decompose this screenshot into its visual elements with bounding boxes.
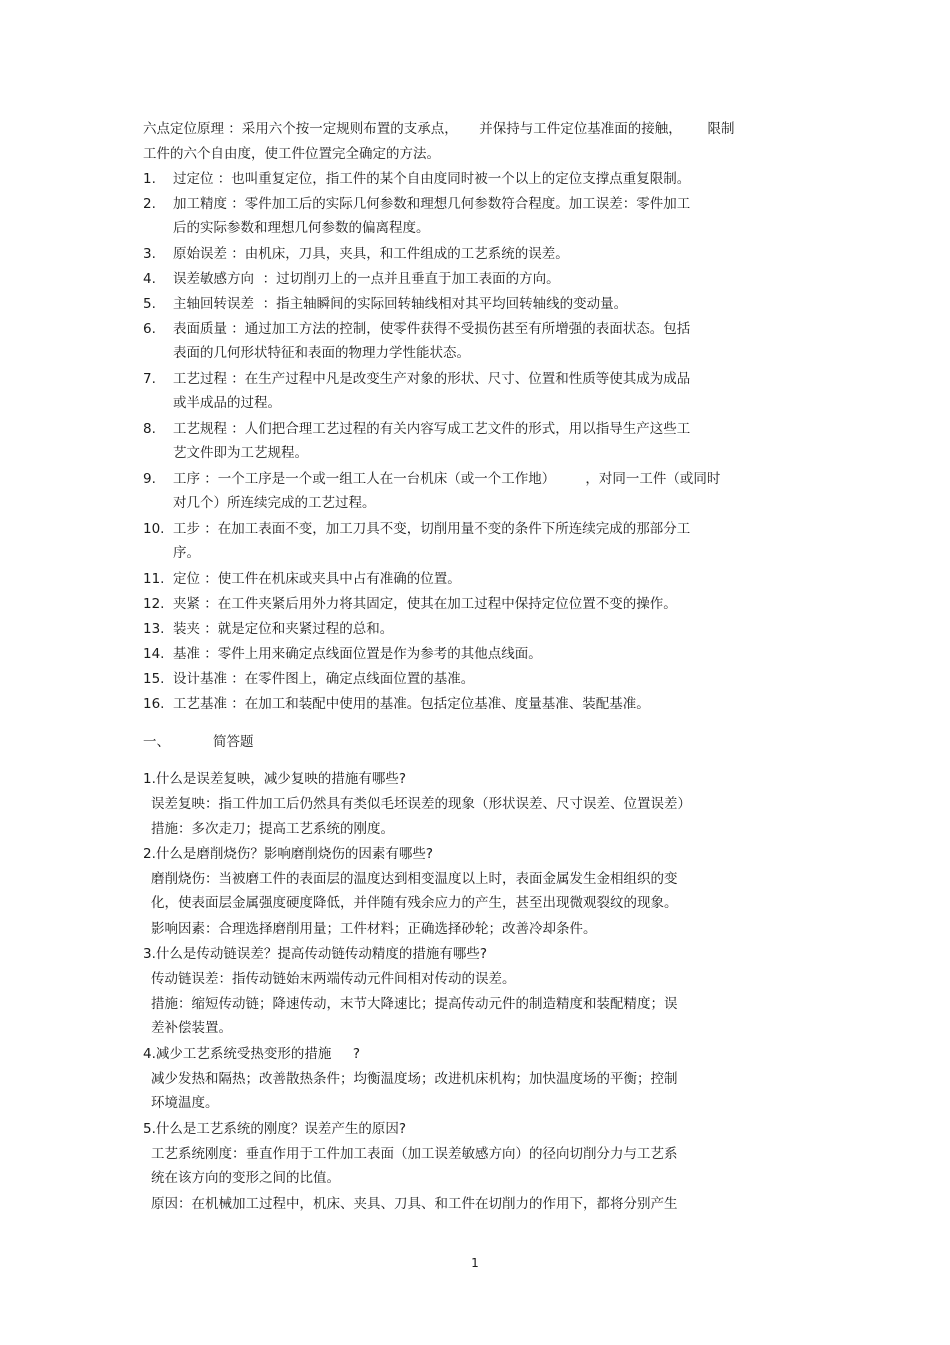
- definition-text: 后的实际参数和理想几何参数的偏离程度。: [173, 220, 430, 236]
- answer-text: 环境温度。: [151, 1095, 219, 1111]
- definition-text: 序。: [173, 545, 200, 561]
- question-text: 1.什么是误差复映，减少复映的措施有哪些?: [143, 771, 407, 787]
- definition-number: 13.: [143, 621, 165, 637]
- section-number: 一、: [143, 734, 170, 750]
- question-text: 4.减少工艺系统受热变形的措施 ?: [143, 1046, 361, 1062]
- definition-number: 9.: [143, 471, 156, 487]
- question-text: 3.什么是传动链误差？提高传动链传动精度的措施有哪些?: [143, 946, 488, 962]
- answer-text: 减少发热和隔热；改善散热条件；均衡温度场；改进机床机构；加快温度场的平衡；控制: [151, 1071, 678, 1087]
- definition-number: 14.: [143, 646, 165, 662]
- definition-text: 艺文件即为工艺规程。: [173, 445, 308, 461]
- answer-text: 差补偿装置。: [151, 1020, 232, 1036]
- answer-text: 措施：多次走刀；提高工艺系统的刚度。: [151, 821, 394, 837]
- definition-number: 3.: [143, 246, 156, 262]
- definition-text: 夹紧 ：在工件夹紧后用外力将其固定，使其在加工过程中保持定位位置不变的操作。: [173, 596, 677, 612]
- answer-text: 影响因素：合理选择磨削用量；工件材料；正确选择砂轮；改善冷却条件。: [151, 921, 597, 937]
- answer-text: 误差复映：指工件加工后仍然具有类似毛坯误差的现象（形状误差、尺寸误差、位置误差）: [151, 796, 691, 812]
- definition-text: 基准 ：零件上用来确定点线面位置是作为参考的其他点线面。: [173, 646, 542, 662]
- question-text: 5.什么是工艺系统的刚度？误差产生的原因?: [143, 1121, 407, 1137]
- definition-number: 8.: [143, 421, 156, 437]
- definition-text: 设计基准 ：在零件图上，确定点线面位置的基准。: [173, 671, 475, 687]
- definition-text: 定位 ：使工件在机床或夹具中占有准确的位置。: [173, 571, 461, 587]
- definition-number: 4.: [143, 271, 156, 287]
- answer-text: 统在该方向的变形之间的比值。: [151, 1170, 340, 1186]
- definition-text: 表面质量 ：通过加工方法的控制，使零件获得不受损伤甚至有所增强的表面状态。包括: [173, 321, 691, 337]
- answer-text: 原因：在机械加工过程中，机床、夹具、刀具、和工件在切削力的作用下，都将分别产生: [151, 1196, 678, 1212]
- definition-text: 过定位 ：也叫重复定位，指工件的某个自由度同时被一个以上的定位支撑点重复限制。: [173, 171, 691, 187]
- definition-number: 2.: [143, 196, 156, 212]
- definition-text: 对几个）所连续完成的工艺过程。: [173, 495, 376, 511]
- definition-text: 工艺基准 ：在加工和装配中使用的基准。包括定位基准、度量基准、装配基准。: [173, 696, 650, 712]
- definition-text: 工序 ：一个工序是一个或一组工人在一台机床（或一个工作地） ，对同一工件（或同时: [173, 471, 721, 487]
- answer-text: 磨削烧伤：当被磨工件的表面层的温度达到相变温度以上时，表面金属发生金相组织的变: [151, 871, 678, 887]
- definition-number: 5.: [143, 296, 156, 312]
- definition-text: 装夹 ：就是定位和夹紧过程的总和。: [173, 621, 394, 637]
- definition-number: 11.: [143, 571, 165, 587]
- answer-text: 工艺系统刚度：垂直作用于工件加工表面（加工误差敏感方向）的径向切削分力与工艺系: [151, 1146, 678, 1162]
- definition-number: 7.: [143, 371, 156, 387]
- definition-text: 工艺过程 ：在生产过程中凡是改变生产对象的形状、尺寸、位置和性质等使其成为成品: [173, 371, 691, 387]
- definition-text: 或半成品的过程。: [173, 395, 281, 411]
- page-number: 1: [471, 1256, 479, 1270]
- definition-number: 10.: [143, 521, 165, 537]
- definition-number: 16.: [143, 696, 165, 712]
- definition-text: 主轴回转误差 ：指主轴瞬间的实际回转轴线相对其平均回转轴线的变动量。: [173, 296, 628, 312]
- definition-number: 15.: [143, 671, 165, 687]
- answer-text: 措施：缩短传动链；降速传动，末节大降速比；提高传动元件的制造精度和装配精度；误: [151, 996, 678, 1012]
- answer-text: 传动链误差：指传动链始末两端传动元件间相对传动的误差。: [151, 971, 516, 987]
- definition-text: 表面的几何形状特征和表面的物理力学性能状态。: [173, 345, 470, 361]
- intro-line-1: 六点定位原理 ：采用六个按一定规则布置的支承点， 并保持与工件定位基准面的接触， 限制: [143, 121, 735, 137]
- definition-number: 12.: [143, 596, 165, 612]
- definition-text: 工步 ：在加工表面不变，加工刀具不变，切削用量不变的条件下所连续完成的那部分工: [173, 521, 691, 537]
- definition-text: 工艺规程 ：人们把合理工艺过程的有关内容写成工艺文件的形式，用以指导生产这些工: [173, 421, 691, 437]
- intro-line-2: 工件的六个自由度，使工件位置完全确定的方法。: [143, 146, 440, 162]
- section-title: 简答题: [213, 734, 254, 750]
- definition-number: 6.: [143, 321, 156, 337]
- definition-text: 加工精度 ：零件加工后的实际几何参数和理想几何参数符合程度。加工误差：零件加工: [173, 196, 691, 212]
- definition-number: 1.: [143, 171, 156, 187]
- definition-text: 原始误差 ：由机床，刀具，夹具，和工件组成的工艺系统的误差。: [173, 246, 569, 262]
- answer-text: 化，使表面层金属强度硬度降低，并伴随有残余应力的产生，甚至出现微观裂纹的现象。: [151, 895, 678, 911]
- question-text: 2.什么是磨削烧伤？影响磨削烧伤的因素有哪些?: [143, 846, 434, 862]
- definition-text: 误差敏感方向 ：过切削刃上的一点并且垂直于加工表面的方向。: [173, 271, 560, 287]
